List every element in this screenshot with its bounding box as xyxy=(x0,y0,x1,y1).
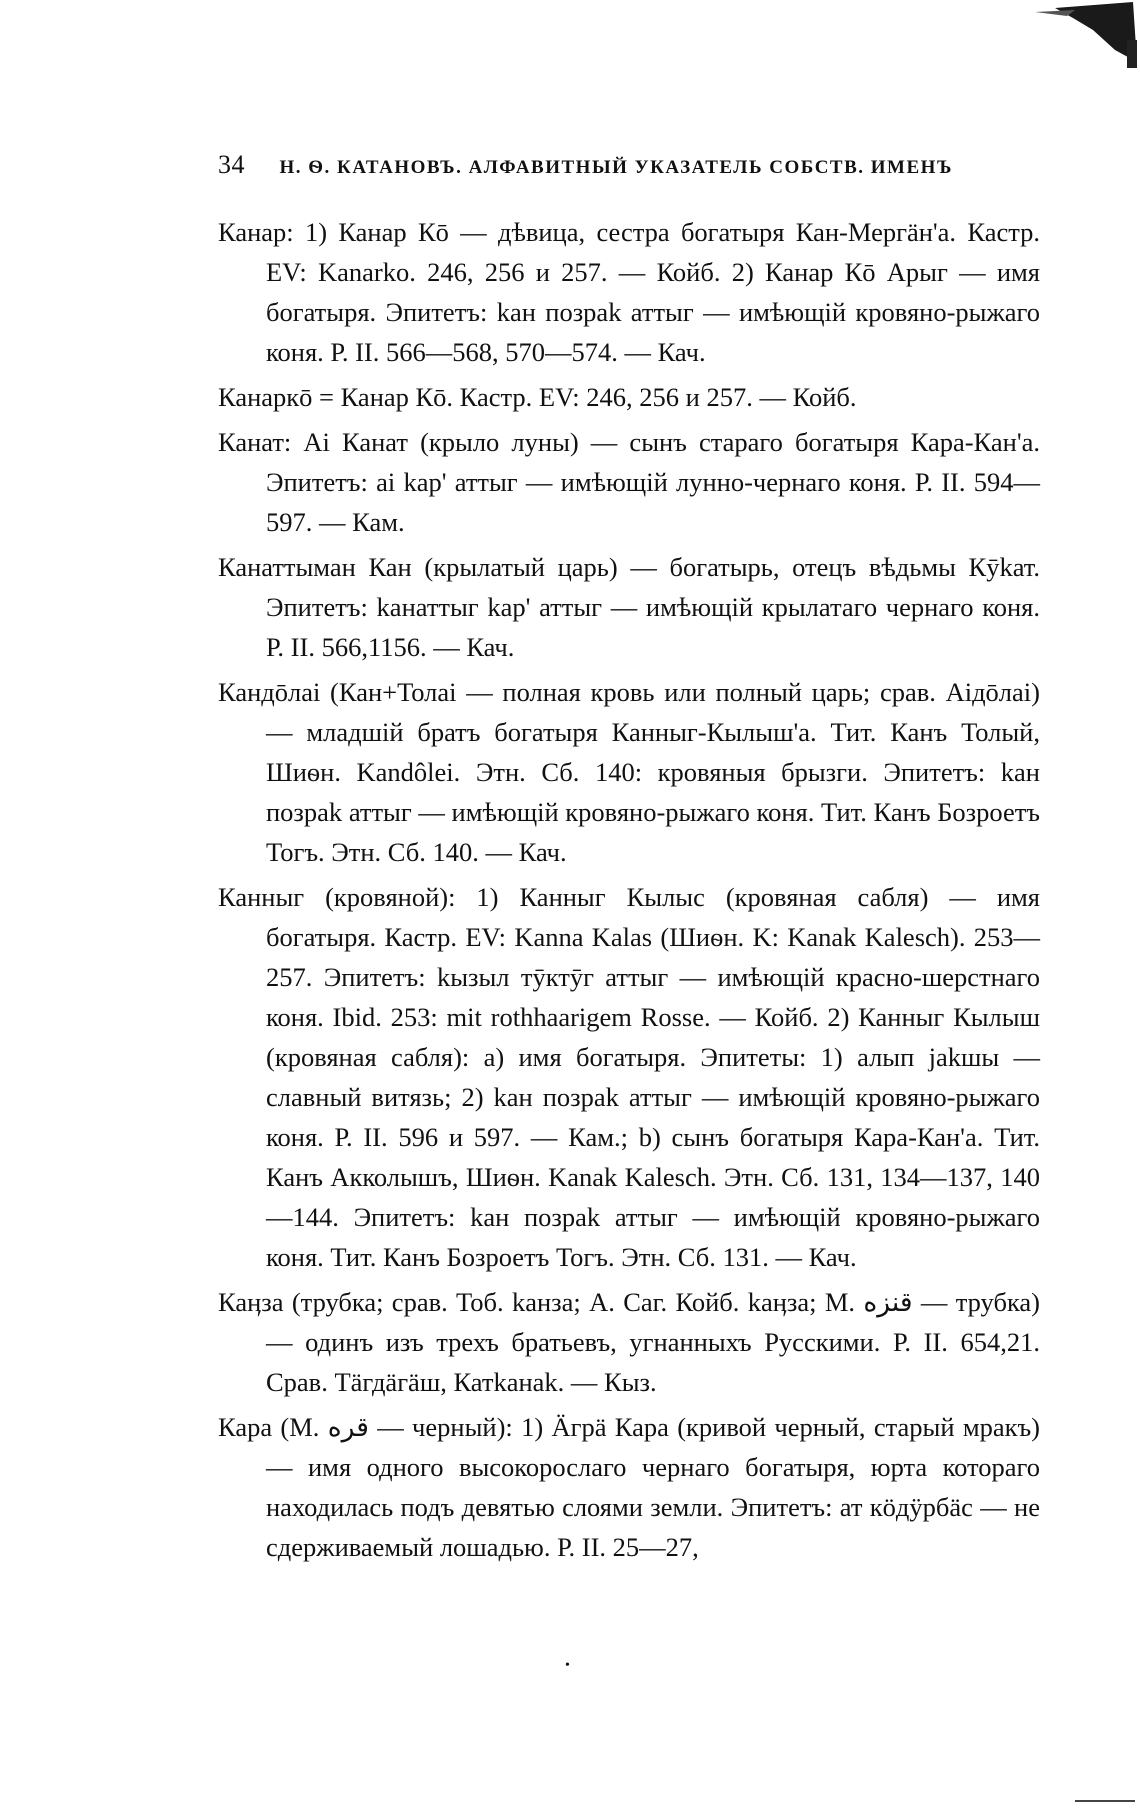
entry-kanattyman-kan: Канаттыман Кан (крылатый царь) — богатырь, отецъ вѣдьмы Кӯkат. Эпитетъ: kанаттыг kар' аттыг — имѣющій крылатаго чернаго коня. Р. II. 566,1156. — Кач. xyxy=(218,552,1040,662)
entry-kanarko: Канаркō = Канар Кō. Кастр. EV: 246, 256 и 257. — Койб. xyxy=(218,382,857,412)
entry-kandolai: Кандōлаі (Кан+Толаі — полная кровь или полный царь; срав. Аідōлаі) — младшій братъ богатыря Канныг-Кылыш'а. Тит. Канъ Толый, Шиѳн. Kandôlei. Этн. Сб. 140: кровяныя брызги. Эпитетъ: kан позраk аттыг — имѣющій кровяно-рыжаго коня. Тит. Канъ Бозроетъ Тогъ. Этн. Сб. 140. — Кач. xyxy=(218,677,1040,867)
scan-edge-line xyxy=(1075,1800,1135,1802)
header-title: Н. Ѳ. КАТАНОВЪ. АЛФАВИТНЫЙ УКАЗАТЕЛЬ СОБСТВ. ИМЕНЪ xyxy=(279,157,953,178)
ink-speck: • xyxy=(565,1658,570,1673)
entry-kanza: Каӊза (трубка; срав. Тоб. kанза; А. Саг. Койб. kаӊза; М. قنزه — трубка) — одинъ изъ трехъ братьевъ, угнанныхъ Русскими. Р. II. 654,21. Срав. Тӓгдӓгӓш, Катkанаk. — Кыз. xyxy=(218,1287,1041,1397)
page-number: 34 xyxy=(218,150,245,179)
entry-kanat: Канат: Аі Канат (крыло луны) — сынъ стараго богатыря Кара-Кан'а. Эпитетъ: аі kар' аттыг — имѣющій лунно-чернаго коня. Р. II. 594—597. — Кам. xyxy=(218,427,1040,537)
scan-edge-mark xyxy=(1015,0,1140,75)
entry-kannyg: Канныг (кровяной): 1) Канныг Кылыс (кровяная сабля) — имя богатыря. Кастр. EV: Kanna Kalas (Шиѳн. K: Kanak Kalesch). 253—257. Эпитетъ: kызыл тӯктӯг аттыг — имѣющій красно-шерстнаго коня. Ibid. 253: mit rothhaarigem Rosse. — Койб. 2) Канныг Кылыш (кровяная сабля): а) имя богатыря. Эпитеты: 1) алып jаkшы — славный витязь; 2) kан позраk аттыг — имѣющій кровяно-рыжаго коня. Р. II. 596 и 597. — Кам.; b) сынъ богатыря Кара-Кан'а. Тит. Канъ Акколышъ, Шиѳн. Kanak Kalesch. Этн. Сб. 131, 134—137, 140—144. Эпитетъ: kан позраk аттыг — имѣющій кровяно-рыжаго коня. Тит. Канъ Бозроетъ Тогъ. Этн. Сб. 131. — Кач. xyxy=(218,882,1040,1272)
entry-kanar: Канар: 1) Канар Кō — дѣвица, сестра богатыря Кан-Мергӓн'а. Кастр. EV: Kanarko. 246, 256 и 257. — Койб. 2) Канар Кō Арыг — имя богатыря. Эпитетъ: kан позраk аттыг — имѣющій кровяно-рыжаго коня. Р. II. 566—568, 570—574. — Кач. xyxy=(218,217,1040,367)
entry-kara: Кара (М. قره — черный): 1) Ӓгрӓ Кара (кривой черный, старый мракъ) — имя одного высокорослаго чернаго богатыря, юрта котораго находилась подъ девятью слоями земли. Эпитетъ: ат кӧдӱрбӓс — не сдерживаемый лошадью. Р. II. 25—27, xyxy=(218,1412,1041,1562)
dictionary-entries xyxy=(218,212,1040,1572)
running-header xyxy=(218,150,1038,180)
